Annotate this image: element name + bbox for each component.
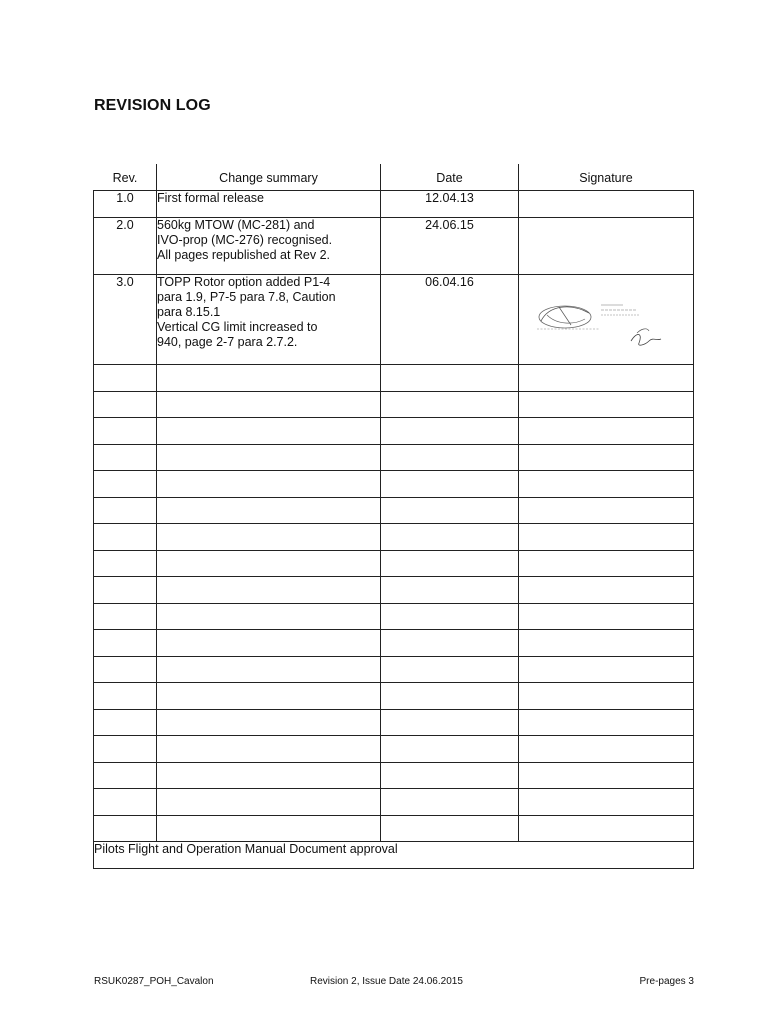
empty-cell [157, 577, 381, 604]
footer-revision: Revision 2, Issue Date 24.06.2015 [310, 976, 463, 987]
empty-cell [519, 815, 694, 842]
empty-cell [381, 444, 519, 471]
empty-cell [381, 736, 519, 763]
summary-cell [157, 275, 381, 365]
footer-page-number: Pre-pages 3 [639, 976, 694, 987]
table-row-empty [94, 444, 694, 471]
header-change-summary: Change summary [157, 165, 381, 191]
empty-cell [519, 630, 694, 657]
empty-cell [381, 497, 519, 524]
empty-cell [157, 524, 381, 551]
rev-cell: 3.0 [94, 275, 157, 365]
empty-cell [519, 524, 694, 551]
summary-line: All pages republished at Rev 2. [157, 248, 331, 262]
empty-cell [381, 524, 519, 551]
empty-cell [94, 577, 157, 604]
signature-cell [519, 218, 694, 275]
empty-cell [381, 577, 519, 604]
empty-cell [519, 471, 694, 498]
empty-cell [157, 656, 381, 683]
empty-cell [519, 683, 694, 710]
empty-cell [381, 603, 519, 630]
empty-cell [157, 603, 381, 630]
empty-cell [94, 656, 157, 683]
summary-line: para 8.15.1 [157, 305, 221, 319]
table-row-empty [94, 471, 694, 498]
signature-cell [519, 191, 694, 218]
empty-cell [94, 444, 157, 471]
empty-cell [519, 762, 694, 789]
empty-cell [381, 656, 519, 683]
empty-cell [157, 789, 381, 816]
table-row-empty [94, 391, 694, 418]
empty-cell [381, 762, 519, 789]
empty-cell [157, 550, 381, 577]
empty-cell [94, 630, 157, 657]
empty-cell [94, 709, 157, 736]
table-row-empty [94, 524, 694, 551]
empty-cell [519, 709, 694, 736]
summary-cell [157, 218, 381, 275]
empty-cell [381, 789, 519, 816]
empty-cell [157, 365, 381, 392]
summary-line: First formal release [157, 191, 264, 205]
table-row-empty [94, 683, 694, 710]
empty-cell [519, 365, 694, 392]
empty-cell [381, 683, 519, 710]
empty-cell [94, 815, 157, 842]
date-cell: 06.04.16 [381, 275, 519, 365]
empty-cell [519, 577, 694, 604]
table-row [94, 275, 694, 365]
summary-line: 560kg MTOW (MC-281) and [157, 218, 315, 232]
empty-cell [519, 656, 694, 683]
empty-cell [381, 418, 519, 445]
summary-cell [157, 191, 381, 218]
table-row-empty [94, 497, 694, 524]
empty-cell [157, 391, 381, 418]
table-row [94, 218, 694, 275]
empty-cell [381, 391, 519, 418]
empty-cell [519, 418, 694, 445]
signature-cell [519, 275, 694, 365]
table-row-empty [94, 418, 694, 445]
empty-cell [94, 391, 157, 418]
empty-cell [94, 683, 157, 710]
empty-cell [157, 444, 381, 471]
signature-stamp-image [519, 275, 694, 364]
approval-signature-stamp [519, 275, 693, 364]
empty-cell [519, 444, 694, 471]
empty-cell [381, 815, 519, 842]
empty-cell [94, 471, 157, 498]
empty-cell [519, 550, 694, 577]
page-title: REVISION LOG [94, 97, 211, 114]
empty-cell [94, 497, 157, 524]
rev-cell: 2.0 [94, 218, 157, 275]
table-row-empty [94, 656, 694, 683]
summary-line: 940, page 2-7 para 2.7.2. [157, 335, 298, 349]
empty-cell [94, 524, 157, 551]
rev-cell: 1.0 [94, 191, 157, 218]
empty-cell [519, 391, 694, 418]
table-row-empty [94, 630, 694, 657]
table-row [94, 191, 694, 218]
empty-cell [381, 471, 519, 498]
summary-line: IVO-prop (MC-276) recognised. [157, 233, 333, 247]
empty-cell [157, 471, 381, 498]
table-row-empty [94, 550, 694, 577]
summary-line: TOPP Rotor option added P1-4 [157, 275, 331, 289]
empty-cell [157, 683, 381, 710]
empty-cell [94, 603, 157, 630]
empty-cell [94, 418, 157, 445]
date-cell: 12.04.13 [381, 191, 519, 218]
empty-cell [519, 736, 694, 763]
summary-line: Vertical CG limit increased to [157, 320, 318, 334]
empty-cell [157, 762, 381, 789]
empty-cell [381, 550, 519, 577]
empty-cell [94, 736, 157, 763]
empty-cell [157, 709, 381, 736]
table-header-row [94, 165, 694, 191]
header-signature: Signature [519, 165, 694, 191]
empty-cell [157, 630, 381, 657]
empty-cell [94, 762, 157, 789]
table-row-empty [94, 577, 694, 604]
table-row-empty [94, 762, 694, 789]
date-cell: 24.06.15 [381, 218, 519, 275]
empty-cell [94, 365, 157, 392]
table-row-empty [94, 789, 694, 816]
empty-cell [157, 418, 381, 445]
table-row-empty [94, 709, 694, 736]
empty-cell [381, 365, 519, 392]
empty-cell [157, 815, 381, 842]
empty-cell [519, 497, 694, 524]
approval-text: Pilots Flight and Operation Manual Document approval [94, 842, 694, 869]
footer-document-id: RSUK0287_POH_Cavalon [94, 976, 214, 987]
table-row-empty [94, 365, 694, 392]
empty-cell [381, 709, 519, 736]
empty-cell [381, 630, 519, 657]
table-row-empty [94, 736, 694, 763]
empty-cell [157, 497, 381, 524]
empty-cell [519, 789, 694, 816]
empty-cell [94, 789, 157, 816]
empty-cell [94, 550, 157, 577]
summary-line: para 1.9, P7-5 para 7.8, Caution [157, 290, 336, 304]
empty-cell [519, 603, 694, 630]
header-date: Date [381, 165, 519, 191]
empty-cell [157, 736, 381, 763]
header-rev: Rev. [94, 165, 157, 191]
approval-row [94, 842, 694, 869]
table-row-empty [94, 815, 694, 842]
table-row-empty [94, 603, 694, 630]
revision-log-table [93, 164, 694, 869]
